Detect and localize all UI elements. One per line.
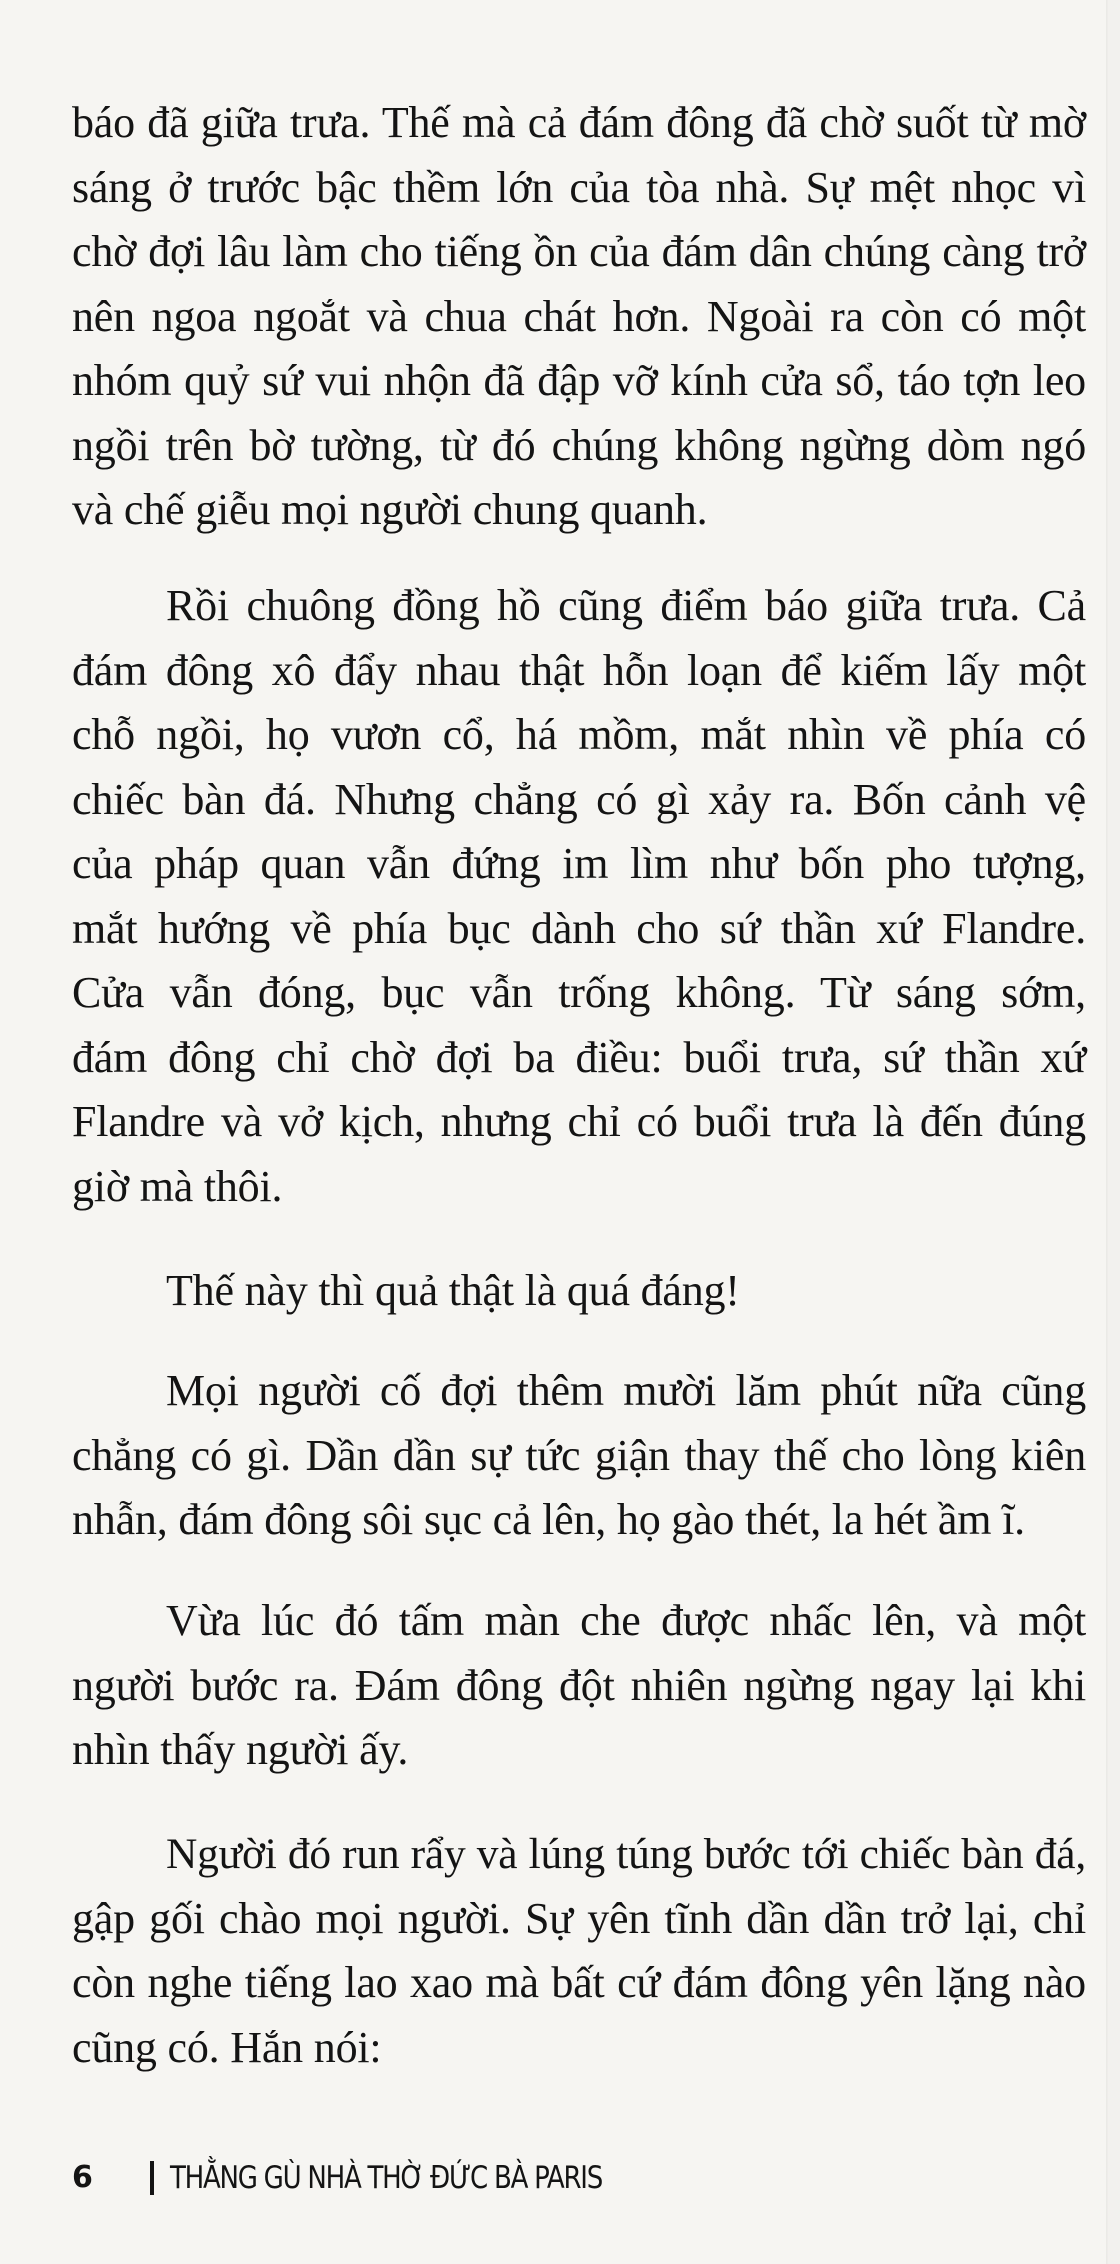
text-line: báo đã giữa trưa. Thế mà cả đám đông đã chờ suốt từ mờ xyxy=(72,98,1086,147)
page-number: 6 xyxy=(72,2160,93,2195)
text-line: ngồi trên bờ tường, từ đó chúng không ngừng dòm ngó xyxy=(72,420,1086,470)
paragraph-2 xyxy=(72,574,1086,1219)
text-line: giờ mà thôi. xyxy=(72,1161,283,1211)
paragraph-1 xyxy=(72,91,1086,543)
text-line: nhẫn, đám đông sôi sục cả lên, họ gào thét, la hét ầm ĩ. xyxy=(72,1495,1025,1544)
page-margin-shade xyxy=(1108,0,1120,2264)
text-line: mắt hướng về phía bục dành cho sứ thần xứ Flandre. xyxy=(72,903,1086,953)
text-line: Cửa vẫn đóng, bục vẫn trống không. Từ sáng sớm, xyxy=(72,968,1086,1017)
paragraph-4 xyxy=(72,1359,1086,1553)
paragraph-3 xyxy=(72,1259,1086,1324)
text-line: Rồi chuông đồng hồ cũng điểm báo giữa trưa. Cả xyxy=(166,581,1086,630)
text-line: sáng ở trước bậc thềm lớn của tòa nhà. Sự mệt nhọc vì xyxy=(72,162,1086,212)
text-line: chẳng có gì. Dần dần sự tức giận thay thế cho lòng kiên xyxy=(72,1430,1086,1480)
text-line: gập gối chào mọi người. Sự yên tĩnh dần dần trở lại, chỉ xyxy=(72,1893,1086,1943)
page-edge xyxy=(1106,0,1108,2264)
text-line: cũng có. Hắn nói: xyxy=(72,2022,382,2072)
running-title: THẰNG GÙ NHÀ THỜ ĐỨC BÀ PARIS xyxy=(170,2160,602,2196)
text-line: Thế này thì quả thật là quá đáng! xyxy=(166,1266,740,1315)
text-line: nhóm quỷ sứ vui nhộn đã đập vỡ kính cửa sổ, táo tợn leo xyxy=(72,356,1086,405)
footer-separator-bar xyxy=(150,2161,154,2195)
text-line: còn nghe tiếng lao xao mà bất cứ đám đông yên lặng nào xyxy=(72,1958,1086,2007)
text-line: người bước ra. Đám đông đột nhiên ngừng ngay lại khi xyxy=(72,1660,1086,1710)
text-line: đám đông xô đẩy nhau thật hỗn loạn để kiếm lấy một xyxy=(72,645,1086,695)
text-line: Flandre và vở kịch, nhưng chỉ có buổi trưa là đến đúng xyxy=(72,1097,1086,1146)
text-line: chiếc bàn đá. Nhưng chẳng có gì xảy ra. Bốn cảnh vệ xyxy=(72,774,1086,824)
text-line: chờ đợi lâu làm cho tiếng ồn của đám dân chúng càng trở xyxy=(72,227,1086,276)
text-line: đám đông chỉ chờ đợi ba điều: buổi trưa, sứ thần xứ xyxy=(72,1032,1086,1082)
text-line: Vừa lúc đó tấm màn che được nhấc lên, và một xyxy=(166,1596,1086,1645)
text-line: chỗ ngồi, họ vươn cổ, há mồm, mắt nhìn về phía có xyxy=(72,710,1086,759)
text-line: của pháp quan vẫn đứng im lìm như bốn pho tượng, xyxy=(72,839,1086,888)
text-line: nhìn thấy người ấy. xyxy=(72,1725,409,1774)
page-footer xyxy=(72,2156,684,2200)
text-line: nên ngoa ngoắt và chua chát hơn. Ngoài ra còn có một xyxy=(72,291,1086,341)
paragraph-6 xyxy=(72,1822,1086,2080)
text-line: Mọi người cố đợi thêm mười lăm phút nữa cũng xyxy=(166,1366,1086,1415)
text-line: và chế giễu mọi người chung quanh. xyxy=(72,485,708,534)
text-line: Người đó run rẩy và lúng túng bước tới chiếc bàn đá, xyxy=(166,1830,1086,1878)
paragraph-5 xyxy=(72,1589,1086,1783)
